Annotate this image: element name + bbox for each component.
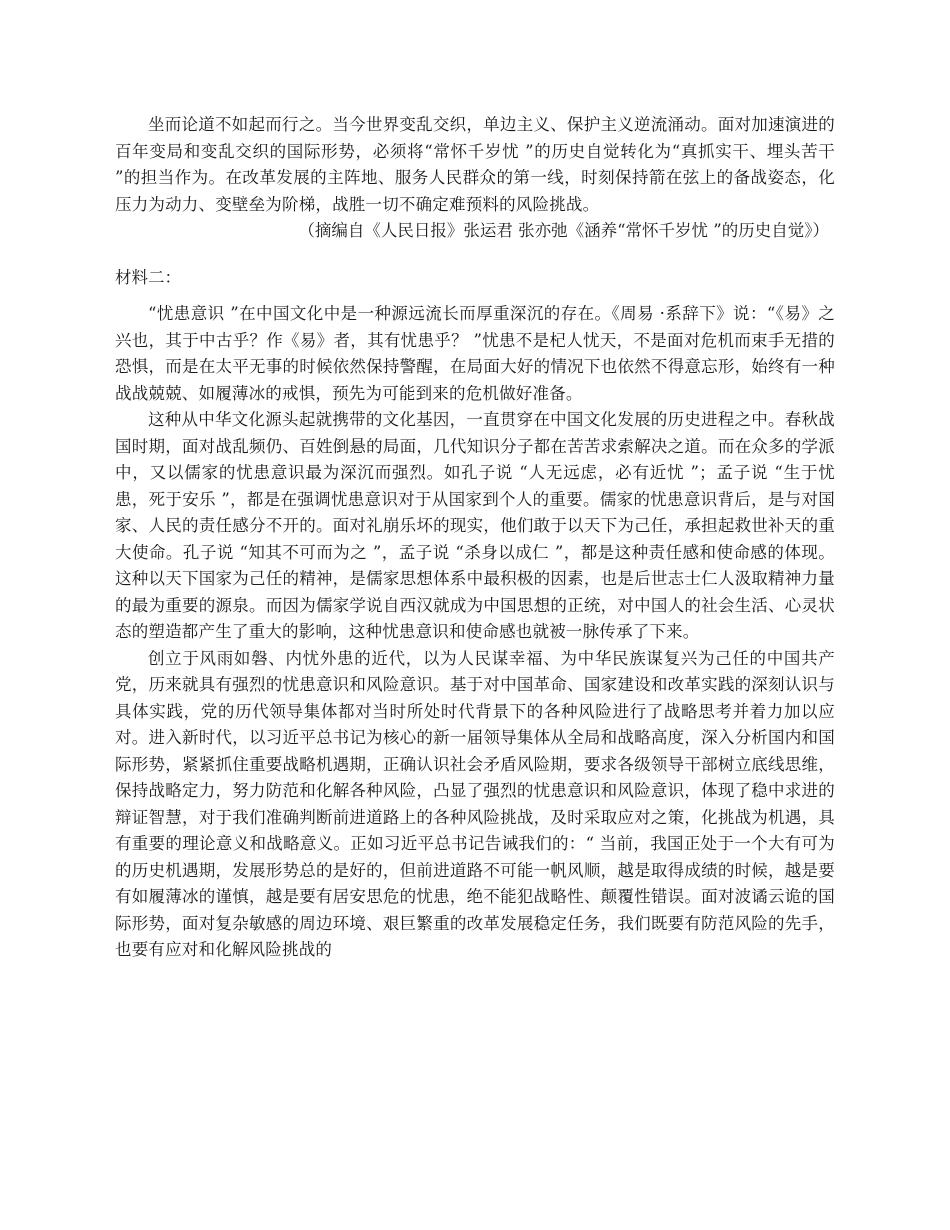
material-two-paragraph-3: 创立于风雨如磐、内忧外患的近代，以为人民谋幸福、为中华民族谋复兴为己任的中国共产党，历来就具有强烈的忧患意识和风险意识。基于对中国革命、国家建设和改革实践的深刻认识与具体实践，党的历代领导集体都对当时所处时代背景下的各种风险进行了战略思考并着力加以应对。进入新时代，以习近平总书记为核心的新一届领导集体从全局和战略高度，深入分析国内和国际形势，紧紧抓住重要战略机遇期，正确认识社会矛盾风险期，要求各级领导干部树立底线思维，保持战略定力，努力防范和化解各种风险，凸显了强烈的忧患意识和风险意识，体现了稳中求进的辩证智慧，对于我们准确判断前进道路上的各种风险挑战，及时采取应对之策，化挑战为机遇，具有重要的理论意义和战略意义。正如习近平总书记告诫我们的：“ 当前，我国正处于一个大有可为的历史机遇期，发展形势总的是好的，但前进道路不可能一帆风顺，越是取得成绩的时候，越是要有如履薄冰的谨慎，越是要有居安思危的忧患，绝不能犯战略性、颠覆性错误。面对波谲云诡的国际形势，面对复杂敏感的周边环境、艰巨繁重的改革发展稳定任务，我们既要有防范风险的先手，也要有应对和化解风险挑战的 <box>115 648 835 959</box>
material-two-paragraph-1: “忧患意识 ”在中国文化中是一种源远流长而厚重深沉的存在。《周易 ·系辞下》说：“《易》之兴也，其于中古乎？作《易》者，其有忧患乎？ ”忧患不是杞人忧天，不是面对危机而束手无措的恐惧，而是在太平无事的时候依然保持警醒，在局面大好的情况下也依然不得意忘形，始终有一种战战兢兢、如履薄冰的戒惧，预先为可能到来的危机做好准备。 <box>115 304 835 403</box>
material-one-source-citation: （摘编自《人民日报》张运君 张亦弛《涵养“常怀千岁忧 ”的历史自觉》） <box>298 221 829 240</box>
document-page <box>115 112 835 964</box>
material-two-paragraph-2: 这种从中华文化源头起就携带的文化基因，一直贯穿在中国文化发展的历史进程之中。春秋战国时期，面对战乱频仍、百姓倒悬的局面，几代知识分子都在苦苦求索解决之道。而在众多的学派中，又以儒家的忧患意识最为深沉而强烈。如孔子说 “人无远虑，必有近忧 ”；孟子说 “生于忧患，死于安乐 ”，都是在强调忧患意识对于从国家到个人的重要。儒家的忧患意识背后，是与对国家、人民的责任感分不开的。面对礼崩乐坏的现实，他们敢于以天下为己任，承担起救世补天的重大使命。孔子说 “知其不可而为之 ”，孟子说 “杀身以成仁 ”，都是这种责任感和使命感的体现。这种以天下国家为己任的精神，是儒家思想体系中最积极的因素，也是后世志士仁人汲取精神力量的最为重要的源泉。而因为儒家学说自西汉就成为中国思想的正统，对中国人的社会生活、心灵状态的塑造都产生了重大的影响，这种忧患意识和使命感也就被一脉传承了下来。 <box>115 410 835 641</box>
material-two-heading: 材料二： <box>115 267 181 287</box>
material-one-closing-paragraph: 坐而论道不如起而行之。当今世界变乱交织，单边主义、保护主义逆流涌动。面对加速演进的百年变局和变乱交织的国际形势，必须将“常怀千岁忧 ”的历史自觉转化为“真抓实干、埋头苦干 ”的担当作为。在改革发展的主阵地、服务人民群众的第一线，时刻保持箭在弦上的备战姿态，化压力为动力、变壁垒为阶梯，战胜一切不确定难预料的风险挑战。 <box>115 115 835 214</box>
